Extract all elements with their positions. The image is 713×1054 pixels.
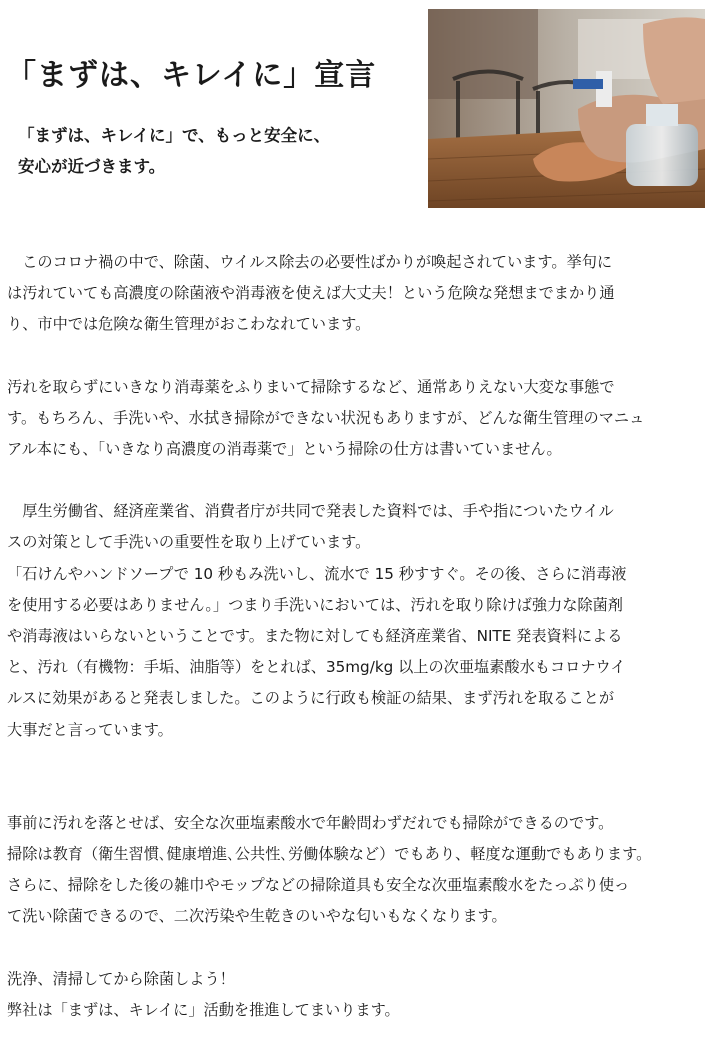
paragraph-line: 掃除は教育（衛生習慣､健康増進､公共性､労働体験など）でもあり、軽度な運動でもあります。 <box>7 845 652 864</box>
paragraph-line: このコロナ禍の中で、除菌、ウイルス除去の必要性ばかりが喚起されています。挙句に <box>7 253 613 271</box>
paragraph-line: や消毒液はいらないということです。また物に対しても経済産業省、NITE 発表資料による <box>7 627 623 646</box>
paragraph-line: 汚れを取らずにいきなり消毒薬をふりまいて掃除するなど、通常ありえない大変な事態で <box>7 377 615 396</box>
paragraph-line: さらに、掃除をした後の雑巾やモップなどの掃除道具も安全な次亜塩素酸水をたっぷり使っ <box>7 876 630 895</box>
paragraph-line: 厚生労働省、経済産業省、消費者庁が共同で発表した資料では、手や指についたウイル <box>7 502 614 521</box>
body-text <box>7 247 707 1026</box>
paragraph-line: り、市中では危険な衛生管理がおこわなれています。 <box>7 315 371 334</box>
paragraph-line: と、汚れ（有機物：手垢、油脂等）をとれば、35mg/kg 以上の次亜塩素酸水もコロナウイ <box>7 658 626 677</box>
paragraph-2 <box>7 372 707 466</box>
paragraph-line: を使用する必要はありません。」つまり手洗いにおいては、汚れを取り除けば強力な除菌剤 <box>7 595 623 614</box>
paragraph-line: 「石けんやハンドソープで 10 秒もみ洗いし、流水で 15 秒すすぐ。その後、さらに消毒液 <box>7 564 627 583</box>
paragraph-line: ルスに効果があると発表しました。このように行政も検証の結果、まず汚れを取ることが <box>7 689 615 708</box>
paragraph-line: スの対策として手洗いの重要性を取り上げています。 <box>7 533 371 552</box>
paragraph-line: す。もちろん、手洗いや、水拭き掃除ができない状況もありますが、どんな衛生管理のマニュ <box>7 408 645 427</box>
paragraph-3 <box>7 496 707 746</box>
subtitle-line: 安心が近づきます。 <box>18 157 166 176</box>
page-title: 「まずは、キレイに」宣言 <box>6 58 377 93</box>
paragraph-line: アル本にも、「いきなり高濃度の消毒薬で」という掃除の仕方は書いていません。 <box>7 440 562 459</box>
paragraph-line: 弊社は「まずは、キレイに」活動を推進してまいります。 <box>7 1000 400 1019</box>
paragraph-line: は汚れていても高濃度の除菌液や消毒液を使えば大丈夫！という危険な発想までまかり通 <box>7 284 615 303</box>
header <box>0 0 713 215</box>
cleaning-photo <box>428 9 705 208</box>
paragraph-line: 事前に汚れを落とせば、安全な次亜塩素酸水で年齢問わずだれでも掃除ができるのです。 <box>7 813 614 832</box>
paragraph-4 <box>7 808 707 933</box>
subtitle-line: 「まずは、キレイに」で、もっと安全に、 <box>18 126 331 145</box>
paragraph-line: 洗浄、清掃してから除菌しよう！ <box>7 969 235 988</box>
subtitle <box>18 120 330 182</box>
paragraph-5 <box>7 964 707 1026</box>
paragraph-line: て洗い除菌できるので、二次汚染や生乾きのいやな匂いもなくなります。 <box>7 907 507 926</box>
paragraph-line: 大事だと言っています。 <box>7 720 173 739</box>
paragraph-1 <box>7 247 707 341</box>
